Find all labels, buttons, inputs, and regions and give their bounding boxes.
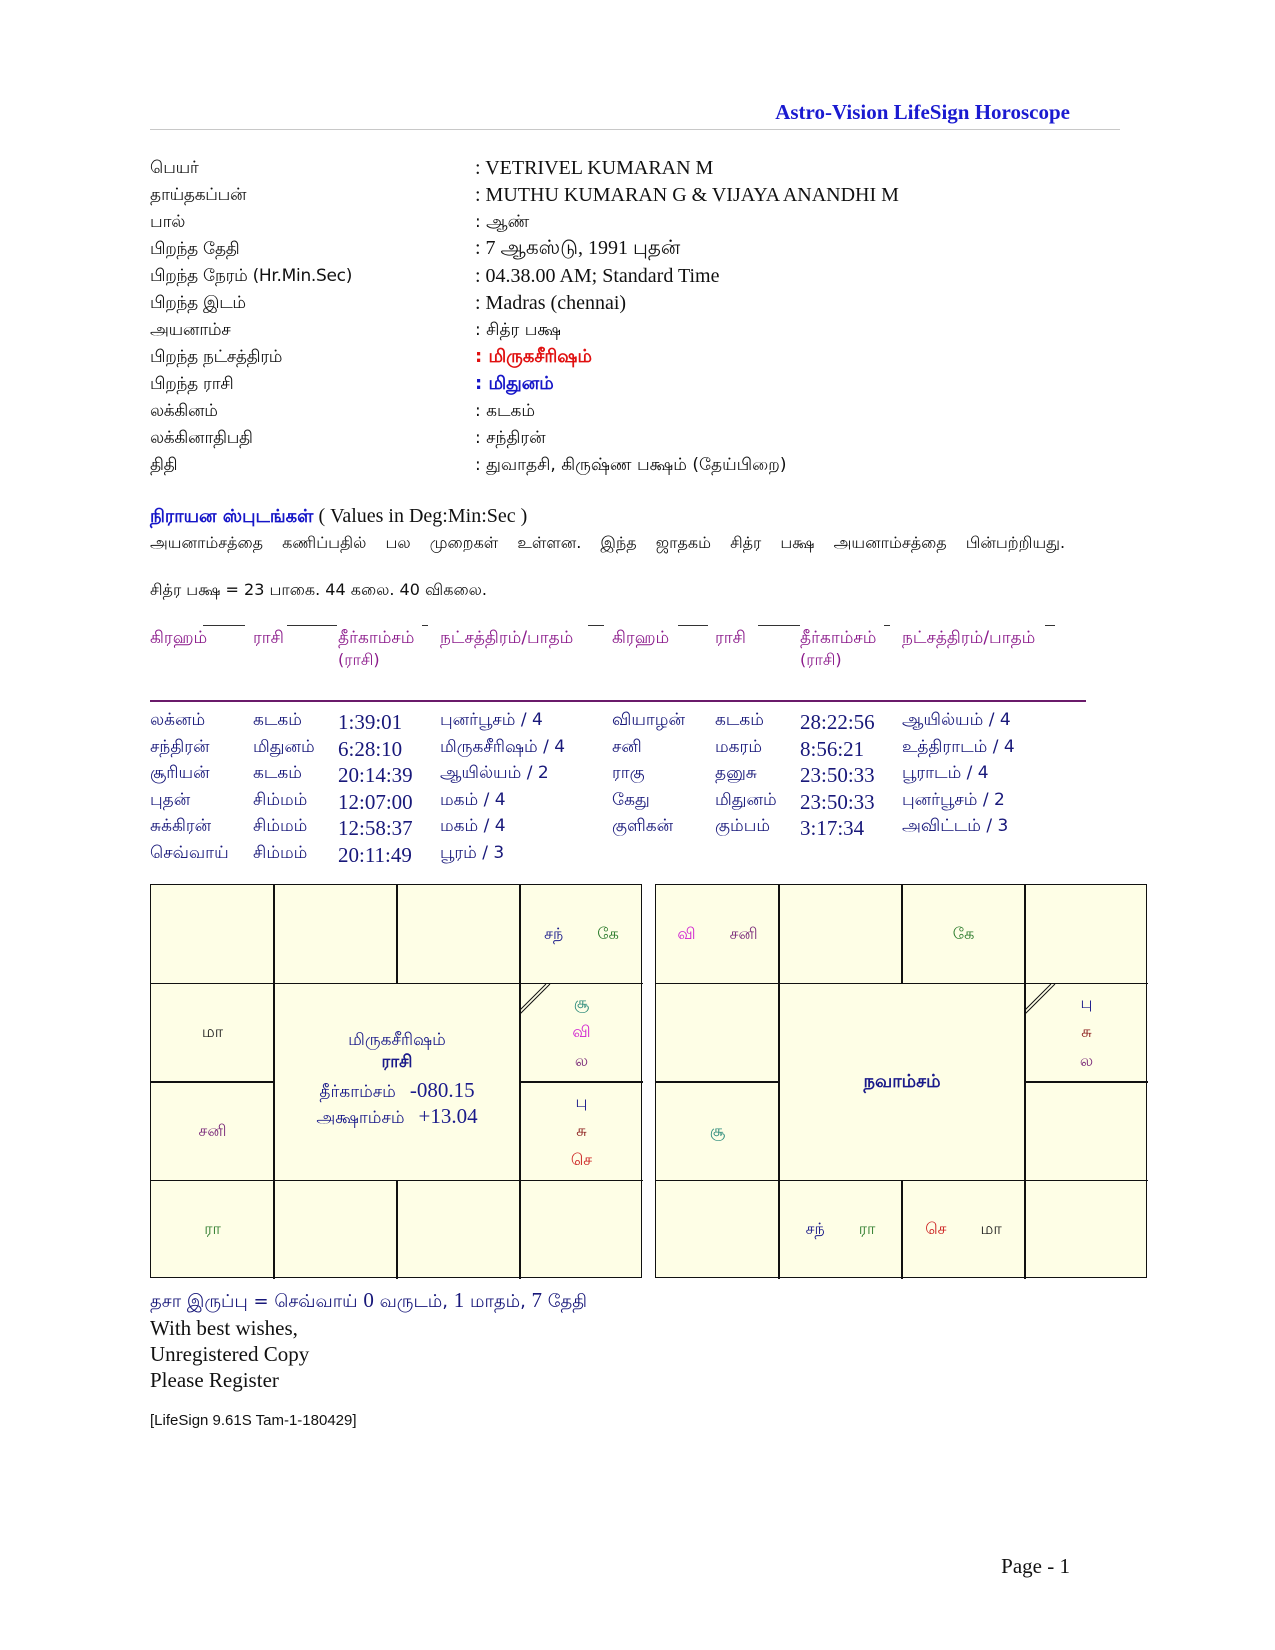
info-row [150,425,1110,452]
header-overline [588,625,604,626]
planet-name: சந்திரன் [150,736,210,757]
table-header-divider [150,700,1086,702]
dasa-label: தசா இருப்பு = செவ்வாய் [150,1291,358,1312]
planet-sign: சிம்மம் [253,816,308,836]
planet-abbrev: பு [1080,993,1093,1013]
planet-sign: மிதுனம் [715,789,777,810]
info-row [150,209,1110,236]
column-header [440,628,573,650]
info-value: : சித்ர பக்ஷ [475,319,561,340]
info-label: தாய்தகப்பன் [150,184,247,205]
column-header-label: கிரஹம் [612,628,670,648]
info-row [150,263,1110,290]
column-header-sub: (ராசி) [338,650,380,669]
planet-abbrev: வி [572,1022,591,1042]
dasa-balance [150,1288,587,1314]
header-overline [1045,625,1055,626]
house-right2 [520,984,643,1083]
planet-longitude: 6:28:10 [338,736,403,761]
document-title: Astro-Vision LifeSign Horoscope [775,100,1070,124]
info-label: பிறந்த நேரம் (Hr.Min.Sec) [150,265,353,286]
column-header-label: நட்சத்திரம்/பாதம் [902,628,1036,648]
info-row [150,236,1110,263]
planet-sign: மிதுனம் [253,736,315,757]
planet-sign: சிம்மம் [253,789,308,810]
column-header-label: தீர்காம்சம் [800,628,877,648]
info-row [150,155,1110,182]
planet-nakshatra: மிருகசீரிஷம் / 4 [440,736,566,757]
planet-abbrev: சு [1081,1022,1092,1042]
planet-abbrev: செ [570,1149,593,1169]
planet-nakshatra: புனர்பூசம் / 2 [902,789,1005,810]
planet-sign: கும்பம் [715,816,771,836]
planet-nakshatra: ஆயில்யம் / 2 [440,763,549,783]
info-label: லக்கினாதிபதி [150,427,253,448]
house-left3 [656,1082,779,1181]
planet-sign: கடகம் [715,710,764,730]
longitude-line [319,1078,474,1104]
planet-name: புதன் [150,789,191,810]
planet-abbrev: மா [980,1219,1002,1239]
dasa-months: 1 [453,1288,465,1312]
planet-abbrev: வி [677,923,696,943]
page-number: Page - 1 [1001,1554,1070,1578]
info-value: : மிருகசீரிஷம் [475,346,592,367]
sphuta-title-tamil: நிராயன ஸ்புடங்கள் [150,506,314,527]
footer-wishes: With best wishes, [150,1316,298,1340]
info-value: : சந்திரன் [475,427,546,448]
planet-sign: மகரம் [715,736,763,757]
planet-sign: கடகம் [253,763,302,783]
planet-abbrev: கே [597,923,619,943]
house-top3 [902,885,1025,984]
info-row [150,398,1110,425]
planet-abbrev: ரா [858,1219,876,1239]
latitude-line [316,1104,477,1130]
info-label: திதி [150,454,178,475]
ayanamsa-note: அயனாம்சத்தை கணிப்பதில் பல முறைகள் உள்ளன. இந்த ஜாதகம் சித்ர பக்ஷ அயனாம்சத்தை பின்பற்றியது. [150,533,1066,552]
planet-name: குளிகன் [612,816,674,836]
planet-longitude: 23:50:33 [800,789,875,814]
planet-longitude: 3:17:34 [800,816,865,840]
planet-longitude: 8:56:21 [800,736,865,761]
info-row [150,317,1110,344]
column-header-label: ராசி [715,628,746,648]
planet-name: சூரியன் [150,763,210,783]
info-row [150,182,1110,209]
header-overline [758,625,800,626]
planet-abbrev: ல [1079,1051,1094,1071]
planet-name: ராகு [612,763,645,783]
planet-name: சனி [612,736,642,757]
planet-sign: கடகம் [253,710,302,730]
grid-line [396,1181,398,1280]
info-label: பிறந்த நட்சத்திரம் [150,346,283,367]
planet-abbrev: கே [952,923,975,943]
info-value: : MUTHU KUMARAN G & VIJAYA ANANDHI M [475,184,899,206]
house-bottom1 [151,1181,274,1280]
planet-nakshatra: மகம் / 4 [440,816,506,836]
house-top1 [656,885,779,984]
planet-nakshatra: அவிட்டம் / 3 [902,816,1009,836]
info-label: பிறந்த ராசி [150,373,234,394]
footer-unregistered: Unregistered Copy [150,1342,310,1366]
planet-sign: சிம்மம் [253,842,308,863]
software-version: [LifeSign 9.61S Tam-1-180429] [150,1412,357,1429]
planet-abbrev: செ [925,1219,947,1239]
planet-abbrev: சு [576,1120,587,1140]
dasa-years-unit: வருடம், [379,1291,449,1312]
ayanamsa-value: சித்ர பக்ஷ = 23 பாகை. 44 கலை. 40 விகலை. [150,580,487,599]
longitude-value: -080.15 [409,1077,475,1102]
column-header [150,628,207,650]
info-value: : 7 ஆகஸ்டு, 1991 புதன் [475,237,681,259]
info-row [150,290,1110,317]
dasa-years: 0 [363,1288,374,1312]
sphuta-title-units: ( Values in Deg:Min:Sec ) [318,505,528,527]
planet-name: வியாழன் [612,710,685,730]
planet-abbrev: சந் [544,923,564,943]
navamsa-chart [655,884,1147,1278]
column-header [253,628,284,650]
info-value: : துவாதசி, கிருஷ்ண பக்ஷம் (தேய்பிறை) [475,454,787,475]
footer-register: Please Register [150,1368,279,1392]
house-left3 [151,1082,274,1181]
planet-longitude: 20:14:39 [338,763,413,787]
planet-sign: தனுசு [715,763,757,783]
planet-longitude: 1:39:01 [338,710,403,734]
planet-longitude: 20:11:49 [338,842,412,867]
center-title: நவாம்சம் [863,1070,941,1092]
planet-abbrev: சனி [198,1120,227,1140]
sphuta-section-title [150,505,527,529]
planet-name: லக்னம் [150,710,206,730]
column-header [612,628,669,650]
rasi-chart [150,884,642,1278]
planet-abbrev: மா [201,1022,224,1042]
info-value: : Madras (chennai) [475,292,627,314]
chart-center [274,984,520,1181]
info-label: லக்கினம் [150,400,218,421]
planet-name: கேது [612,789,650,810]
info-row [150,344,1110,371]
column-header-label: தீர்காம்சம் [338,628,415,648]
center-title: ராசி [381,1051,413,1072]
column-header-label: நட்சத்திரம்/பாதம் [440,628,574,648]
planet-name: செவ்வாய் [150,842,229,863]
planet-abbrev: ரா [204,1219,221,1239]
info-value: : VETRIVEL KUMARAN M [475,157,714,179]
planet-nakshatra: பூரம் / 3 [440,842,505,863]
info-label: பெயர் [150,157,199,178]
house-bottom2 [779,1181,902,1280]
column-header-sub: (ராசி) [800,650,842,669]
column-header-label: ராசி [253,628,284,648]
info-row [150,371,1110,398]
latitude-label: அக்ஷாம்சம் [316,1107,405,1128]
info-label: அயனாம்ச [150,319,231,340]
info-row [150,452,1110,479]
planet-name: சுக்கிரன் [150,816,212,836]
planet-nakshatra: மகம் / 4 [440,789,506,810]
house-top4 [520,885,643,984]
header-overline [884,625,890,626]
chart-center [779,984,1025,1181]
grid-line [396,885,398,984]
column-header [715,628,746,650]
planet-longitude: 23:50:33 [800,763,875,787]
planet-abbrev: சூ [573,993,590,1013]
planet-abbrev: சனி [729,923,758,943]
planet-nakshatra: ஆயில்யம் / 4 [902,710,1011,730]
birth-details [150,155,1110,479]
planet-longitude: 12:58:37 [338,816,413,840]
info-label: பால் [150,211,186,232]
planet-abbrev: சந் [805,1219,825,1239]
header-overline [678,625,708,626]
info-value: : கடகம் [475,400,536,421]
planet-longitude: 28:22:56 [800,710,875,734]
latitude-value: +13.04 [418,1103,478,1128]
header-divider [150,129,1120,130]
info-value: : மிதுனம் [475,373,554,394]
center-star: மிருகசீரிஷம் [348,1029,446,1050]
planet-abbrev: பு [575,1091,588,1111]
dasa-days: 7 [531,1288,543,1312]
planet-nakshatra: பூராடம் / 4 [902,763,989,783]
longitude-label: தீர்காம்சம் [319,1081,396,1102]
house-right3 [520,1082,643,1181]
planet-nakshatra: உத்திராடம் / 4 [902,736,1015,757]
dasa-days-unit: தேதி [547,1291,588,1312]
planet-nakshatra: புனர்பூசம் / 4 [440,710,543,730]
planet-abbrev: சூ [709,1120,726,1140]
house-bottom3 [902,1181,1025,1280]
house-left2 [151,984,274,1083]
column-header [902,628,1035,650]
header-overline [287,625,337,626]
planet-abbrev: ல [574,1051,589,1071]
info-value: : ஆண் [475,211,530,232]
info-label: பிறந்த இடம் [150,292,246,313]
info-value: : 04.38.00 AM; Standard Time [475,265,720,287]
header-overline [422,625,428,626]
planet-longitude: 12:07:00 [338,789,413,814]
column-header [338,628,414,671]
header-overline [203,625,245,626]
house-right2 [1025,984,1148,1083]
info-label: பிறந்த தேதி [150,238,240,259]
column-header [800,628,876,671]
column-header-label: கிரஹம் [150,628,208,648]
dasa-months-unit: மாதம், [469,1291,526,1312]
